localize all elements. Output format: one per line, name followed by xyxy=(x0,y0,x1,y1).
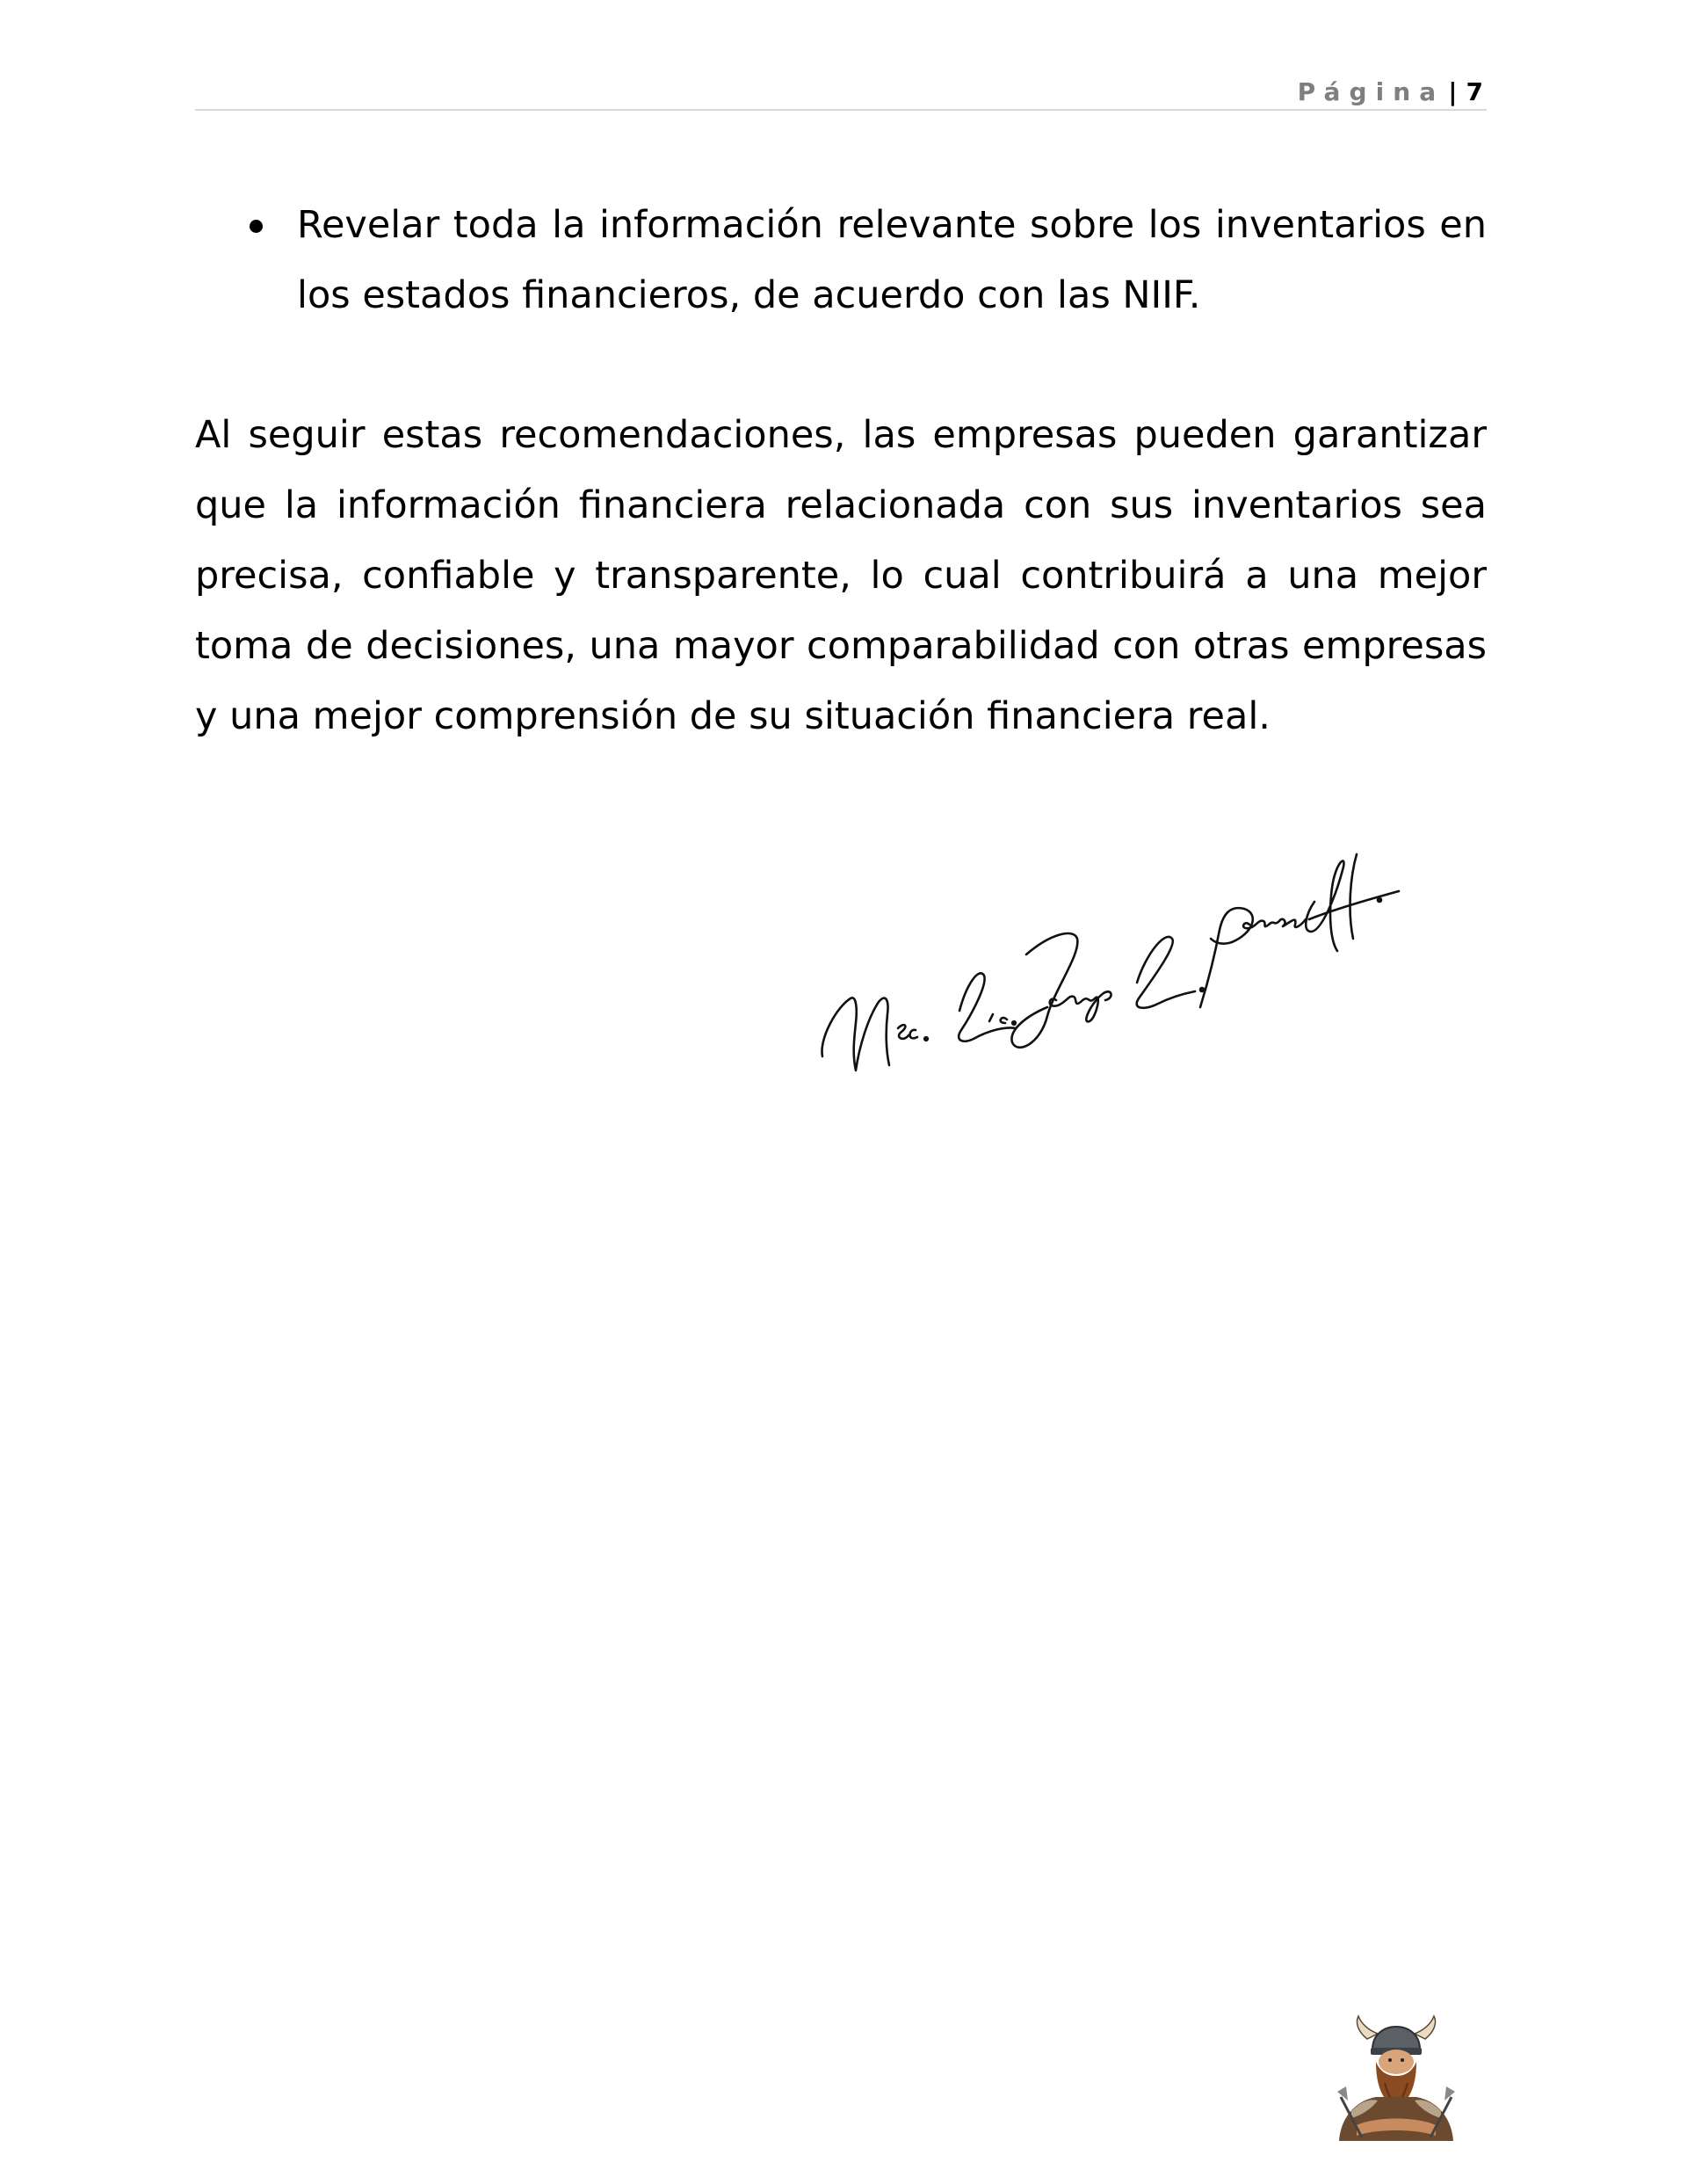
bullet-icon xyxy=(250,220,263,233)
page-label: Página xyxy=(1297,77,1445,106)
viking-warrior-icon xyxy=(1332,2013,1460,2141)
handwritten-signature xyxy=(817,835,1406,1081)
page-number: 7 xyxy=(1466,77,1483,106)
page-number-label xyxy=(1298,77,1483,106)
page-separator: | xyxy=(1448,77,1458,106)
bullet-text: Revelar toda la información relevante sobre los inventarios en los estados financieros, de acuerdo con las NIIF. xyxy=(297,203,1487,317)
bullet-list xyxy=(195,190,1487,330)
bullet-item xyxy=(195,190,1487,330)
page-header xyxy=(195,69,1487,111)
body-paragraph: Al seguir estas recomendaciones, las empresas pueden garantizar que la información financiera relacionada con sus inventarios sea precisa, confiable y transparente, lo cual contribuirá a una mejor toma de decisiones, una mayor comparabilidad con otras empresas y una mejor comprensión de su situación financiera real. xyxy=(195,413,1487,738)
